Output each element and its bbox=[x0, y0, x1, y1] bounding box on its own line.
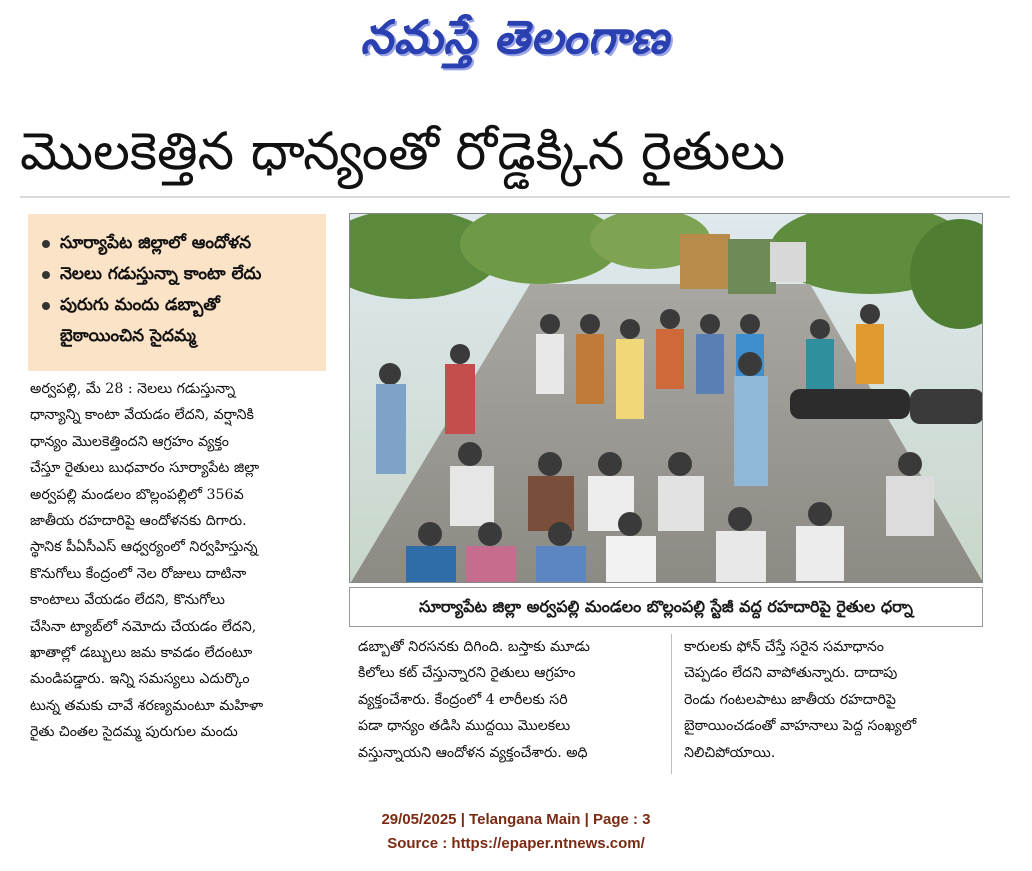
body-line: టున్న తమకు చావే శరణ్యమంటూ మహిళా bbox=[30, 697, 264, 714]
body-line: రైతు చింతల సైదమ్మ పురుగుల మందు bbox=[30, 724, 238, 741]
photo-caption: సూర్యాపేట జిల్లా అర్వపల్లి మండలం బొల్లంపల్లి స్టేజీ వద్ద రహదారిపై రైతుల ధర్నా bbox=[349, 587, 983, 627]
article-headline: మొలకెత్తిన ధాన్యంతో రోడ్డెక్కిన రైతులు bbox=[20, 122, 786, 182]
highlight-item: నెలలు గడుస్తున్నా కాంటా లేదు bbox=[28, 259, 326, 290]
highlight-item: సూర్యాపేట జిల్లాలో ఆందోళన bbox=[28, 228, 326, 259]
bullet-dot-icon bbox=[42, 302, 50, 310]
body-line: ధాన్యం మొలకెత్తిందని ఆగ్రహం వ్యక్తం bbox=[30, 433, 229, 450]
page-footer bbox=[0, 808, 1032, 856]
body-line: చెప్పడం లేదని వాపోతున్నారు. దాదాపు bbox=[684, 665, 898, 682]
article-column-1 bbox=[30, 376, 330, 746]
article-column-3 bbox=[684, 634, 984, 766]
footer-source-link[interactable]: Source : https://epaper.ntnews.com/ bbox=[387, 835, 645, 852]
headline-divider bbox=[20, 196, 1010, 198]
body-line: జాతీయ రహదారిపై ఆందోళనకు దిగారు. bbox=[30, 513, 247, 530]
body-line: డబ్బాతో నిరసనకు దిగింది. బస్తాకు మూడు bbox=[358, 639, 590, 655]
bullet-dot-icon bbox=[42, 240, 50, 248]
body-line: ఖాతాల్లో డబ్బులు జమ కావడం లేదంటూ bbox=[30, 645, 253, 662]
body-line: అర్వపల్లి, మే 28 : నెలలు గడుస్తున్నా bbox=[30, 381, 236, 397]
body-line: వ్యక్తంచేశారు. కేంద్రంలో 4 లారీలకు సరి bbox=[358, 691, 568, 708]
highlight-item-continuation: బైఠాయించిన సైదమ్మ bbox=[60, 326, 196, 346]
body-line: కాంటాలు వేయడం లేదని, కొనుగోలు bbox=[30, 592, 225, 609]
bullet-dot-icon bbox=[42, 271, 50, 279]
body-line: కొనుగోలు కేంద్రంలో నెల రోజులు దాటినా bbox=[30, 565, 247, 582]
body-line: బైఠాయించడంతో వాహనాలు పెద్ద సంఖ్యలో bbox=[684, 718, 917, 735]
body-line: ధాన్యాన్ని కాంటా వేయడం లేదని, వర్షానికి bbox=[30, 407, 254, 424]
body-line: చేసినా ట్యాబ్‌లో నమోదు చేయడం లేదని, bbox=[30, 618, 257, 635]
column-divider bbox=[671, 634, 672, 774]
photo-illustration bbox=[350, 214, 983, 583]
newspaper-masthead: నమస్తే తెలంగాణ bbox=[360, 10, 670, 64]
highlight-item: పురుగు మందు డబ్బాతో bbox=[28, 290, 326, 321]
article-column-2 bbox=[358, 634, 658, 766]
body-line: చేస్తూ రైతులు బుధవారం సూర్యాపేట జిల్లా bbox=[30, 460, 260, 477]
body-line: నిలిచిపోయాయి. bbox=[684, 744, 776, 761]
news-photo-farmers-protest bbox=[349, 213, 983, 583]
highlights-box bbox=[28, 214, 326, 371]
footer-date-page: 29/05/2025 | Telangana Main | Page : 3 bbox=[381, 811, 651, 828]
body-line: పడా ధాన్యం తడిసి ముద్దయి మొలకలు bbox=[358, 718, 571, 735]
body-line: మండిపడ్డారు. ఇన్ని సమస్యలు ఎదుర్కొం bbox=[30, 671, 250, 688]
body-line: వస్తున్నాయని ఆందోళన వ్యక్తంచేశారు. అధి bbox=[358, 744, 588, 761]
body-line: అర్వపల్లి మండలం బొల్లంపల్లిలో 356వ bbox=[30, 486, 244, 503]
body-line: కారులకు ఫోన్ చేస్తే సరైన సమాధానం bbox=[684, 639, 884, 655]
body-line: కిలోలు కట్ చేస్తున్నారని రైతులు ఆగ్రహం bbox=[358, 665, 576, 682]
body-line: స్థానిక పీఏసీఎస్ ఆధ్వర్యంలో నిర్వహిస్తున్న bbox=[30, 539, 258, 556]
body-line: రెండు గంటలపాటు జాతీయ రహదారిపై bbox=[684, 691, 897, 708]
